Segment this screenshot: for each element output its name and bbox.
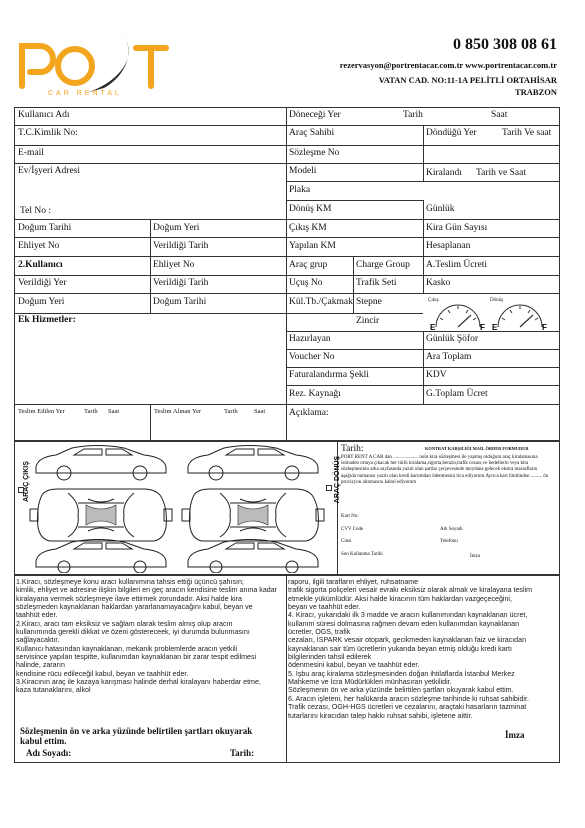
- car-damage-diagram-out[interactable]: [28, 443, 174, 573]
- tariff-label: Trafik Seti: [356, 278, 397, 288]
- license-issue-label: Verildiği Tarih: [153, 241, 209, 251]
- fuel-out-label: Çıkış: [428, 298, 439, 303]
- model-label: Modeli: [289, 166, 317, 176]
- card-phone-label: Telefonu: [440, 539, 458, 544]
- spare-label: Stepne: [356, 297, 382, 307]
- chain-label: Zincir: [356, 316, 380, 326]
- daily-label: Günlük: [426, 204, 455, 214]
- delivered-time-label: Saat: [108, 408, 120, 415]
- calculated-label: Hesaplanan: [426, 241, 471, 251]
- terms-left: 1.Kiracı, sözleşmeye konu aracı kullanımına tahsis ettiği üçüncü şahısın; kimlik, ehliyet ve adresine ilişkin bilgileri en geç aracın kendisine teslim anına kadar kiralayana vermek sözleşmeye ilave ettirmek zorundadır. Aksi halde kira sözleşmeden kaynaklanan haklardan yararlanamayacağını kabul, beyan ve taahhüt eder. 2.Kiracı, aracı tam eksiksiz ve sağlam olarak teslim almış olup aracın kullanımında gerekli dikkat ve özeni göstereceek, iyi durumda bulunmasını sağlayacaktır. Kullanıcı hatasından kaynaklanan, mekanik problemlerde aracın yetkili servisince yapılan tespitte, kullanımdan kaynaklanan bir zarar tespit edilmesi halinde, zararın kendisine rücu edileceğil kabul, beyan ve taahhüt eder. 3.Kiracının araç ile kazaya karışması halinde derhal kiralayanı haberdar etme, kaza tutanaklarını, alkol: [16, 578, 278, 695]
- returned-at-label: Döndüğü Yer: [426, 128, 477, 138]
- out-km-label: Çıkış KM: [289, 223, 327, 233]
- fuel-gauge-icon: [426, 301, 490, 331]
- rented-at-label: Kiralandı: [426, 168, 462, 178]
- email-label: E-mail: [18, 148, 44, 158]
- return-time-label: Saat: [491, 110, 508, 120]
- phone-label: Tel No :: [20, 206, 51, 216]
- card-signature-label: İmza: [470, 554, 480, 559]
- cardholder-label: Adı Soyadı: [440, 527, 463, 532]
- car-damage-diagram-in[interactable]: [180, 443, 326, 573]
- delivery-fee-label: A.Teslim Ücreti: [426, 260, 488, 270]
- tc-no-label: T.C.Kimlik No:: [18, 128, 78, 138]
- car-owner-label: Araç Sahibi: [289, 128, 335, 138]
- extra-services-label: Ek Hizmetler:: [18, 315, 76, 325]
- address-label: Ev/İşyeri Adresi: [18, 166, 81, 176]
- insurance-label: Kasko: [426, 278, 451, 288]
- accept-line-1: Sözleşmenin ön ve arka yüzünde belirtilen şartları okuyarak: [20, 726, 253, 736]
- birth-place2-label: Doğum Yeri: [18, 297, 65, 307]
- vat-label: KDV: [426, 370, 447, 380]
- company-city: TRABZON: [514, 87, 557, 97]
- prepared-label: Hazırlayan: [289, 334, 331, 344]
- fuel-gauge-icon: [488, 301, 552, 331]
- flight-no-label: Uçuş No: [289, 278, 323, 288]
- second-user-label: 2.Kullanıcı: [18, 260, 63, 270]
- card-type-label: Cinsi: [341, 539, 352, 544]
- car-group-label: Araç grup: [289, 260, 328, 270]
- contract-no-label: Sözleşme No: [289, 148, 340, 158]
- footer-name-label: Adı Soyadı:: [26, 748, 72, 758]
- subtotal-label: Ara Toplam: [426, 352, 472, 362]
- delivered-date-label: Tarih: [84, 408, 98, 415]
- driven-km-label: Yapılan KM: [289, 241, 336, 251]
- svg-text:E: E: [492, 323, 498, 331]
- logo-subtitle: CAR RENTAL: [48, 90, 122, 97]
- return-date-label: Tarih: [403, 110, 423, 120]
- returned-datetime-label: Tarih Ve saat: [502, 128, 552, 138]
- diagram-date-label: Tarih:: [341, 444, 364, 454]
- delivered-place-label: Teslim Edilen Yer: [18, 408, 65, 415]
- vehicle-in-label: ARAÇ DÖNÜŞ: [334, 455, 342, 504]
- company-phone: 0 850 308 08 61: [453, 36, 557, 53]
- return-place-label: Döneceği Yer: [289, 110, 341, 120]
- cvv-label: CVV Code: [341, 527, 364, 532]
- company-contact: rezervasyon@portrentacar.com.tr www.portrentacar.com.tr: [339, 60, 557, 70]
- terms-right: raporu, ilgili tarafların ehliyet, ruhsatname trafik sigorta poliçeleri vesair evrakı eksiksiz olarak almak ve kiralayana teslim etmekle yükümlüdür. Aksi halde kiracının tüm haklardan vazgeçeceğini, beyan ve taahhüt eder. 4. Kiracı, yukarıdaki ilk 3 madde ve aracın kullanımından kaynaklanan ücret, kullanım süresi dolmasına rağmen devam eden kullanımdan kaynaklanan ücretler, OGS, trafik cezaları, İSPARK vesair otopark, gecikmeden kaynaklanan faiz ve kiracıdan kaynaklanan sair tüm ücretlerin yukarıda beyan etmiş olduğu kredi kartı bilgilerinden tahsil edilerek ödenmesini kabul, beyan ve taahhüt eder. 5. İşbu araç kiralama sözleşmesinden doğan ihtilaflarda İstanbul Merkez Mahkeme ve İcra Müdürlükleri münhasıran yetkilidir. Sözleşmenin ön ve arka yüzünde belirtilen şartları okuyarak kabul ettim. 6. Aracın işleteni, her halükarda aracın sözleşme tarihinde ki ruhsat sahibidir. Trafik cezası, OGH-HGS ücretleri ve cezalarını, araçtaki hasarların tazminat tutarlarını kiracıdan talep hakkı ruhsat sahibi, işletene aittir.: [288, 578, 533, 720]
- card-no-label: Kart No:: [341, 514, 359, 519]
- charge-group-label: Charge Group: [356, 260, 410, 270]
- received-time-label: Saat: [254, 408, 266, 415]
- customer-name-label: Kullanıcı Adı: [18, 110, 70, 120]
- notes-label: Açıklama:: [289, 408, 329, 418]
- source-label: Rez. Kaynağı: [289, 389, 341, 399]
- rented-datetime-label: Tarih ve Saat: [476, 168, 526, 178]
- svg-text:E: E: [430, 323, 436, 331]
- plate-label: Plaka: [289, 185, 311, 195]
- company-logo: [18, 28, 170, 98]
- fuel-in-label: Dönüş: [490, 298, 504, 303]
- daily-driver-label: Günlük Şöfor: [426, 334, 478, 344]
- birth-date2-label: Doğum Tarihi: [153, 297, 207, 307]
- issued-place-label: Verildiği Yer: [18, 278, 67, 288]
- received-date-label: Tarih: [224, 408, 238, 415]
- voucher-label: Voucher No: [289, 352, 335, 362]
- received-place-label: Teslim Alınan Yer: [154, 408, 202, 415]
- license-no-label: Ehliyet No: [18, 241, 60, 251]
- expiry-label: Son Kullanma Tarihi: [341, 552, 383, 557]
- signature-right-label: İmza: [505, 730, 525, 740]
- birth-place-label: Doğum Yeri: [153, 223, 200, 233]
- checkbox-out[interactable]: [18, 487, 24, 493]
- footer-date-label: Tarih:: [230, 748, 255, 758]
- accept-line-2: kabul ettim.: [20, 736, 67, 746]
- return-km-label: Dönüş KM: [289, 204, 332, 214]
- svg-text:F: F: [542, 323, 547, 331]
- svg-text:F: F: [480, 323, 485, 331]
- rent-days-label: Kira Gün Sayısı: [426, 223, 488, 233]
- ashtray-label: Kül.Tb./Çakmak: [289, 297, 353, 307]
- card-form-title: KONTRAT KARŞILIĞI MAİL ÖRDER FORMUDUR: [425, 446, 529, 451]
- card-form-text: PORT RENT A CAR dan .................... nolu kira sözleşmesi ile yapmış olduğum araç kiralamasına istinaden ortaya çıkacak her türlü kiralama,sigorta,benzin,trafik cezası,ve bedellerin veya kira sözleşmesinin arka sayfasında yazılı olan şartlar çerçevesinde meydana gelecek ekstra masrafların aşağıda numarası yazılı olan kredi kartımdan ödenmesini rica ediyorum.Ayrıca kart limitinden ......... ön provizyon alınmasını kabul ediyorum: [341, 455, 549, 485]
- total-label: G.Toplam Ücret: [426, 389, 488, 399]
- company-address: VATAN CAD. NO:11-1A PELİTLİ ORTAHİSAR: [378, 75, 557, 85]
- vehicle-out-label: ARAÇ ÇIKIŞ: [22, 461, 30, 502]
- checkbox-in[interactable]: [326, 485, 332, 491]
- license-issue2-label: Verildiği Tarih: [153, 278, 209, 288]
- invoice-type-label: Faturalandırma Şekli: [289, 370, 369, 380]
- birth-date-label: Doğum Tarihi: [18, 223, 72, 233]
- license-no2-label: Ehliyet No: [153, 260, 195, 270]
